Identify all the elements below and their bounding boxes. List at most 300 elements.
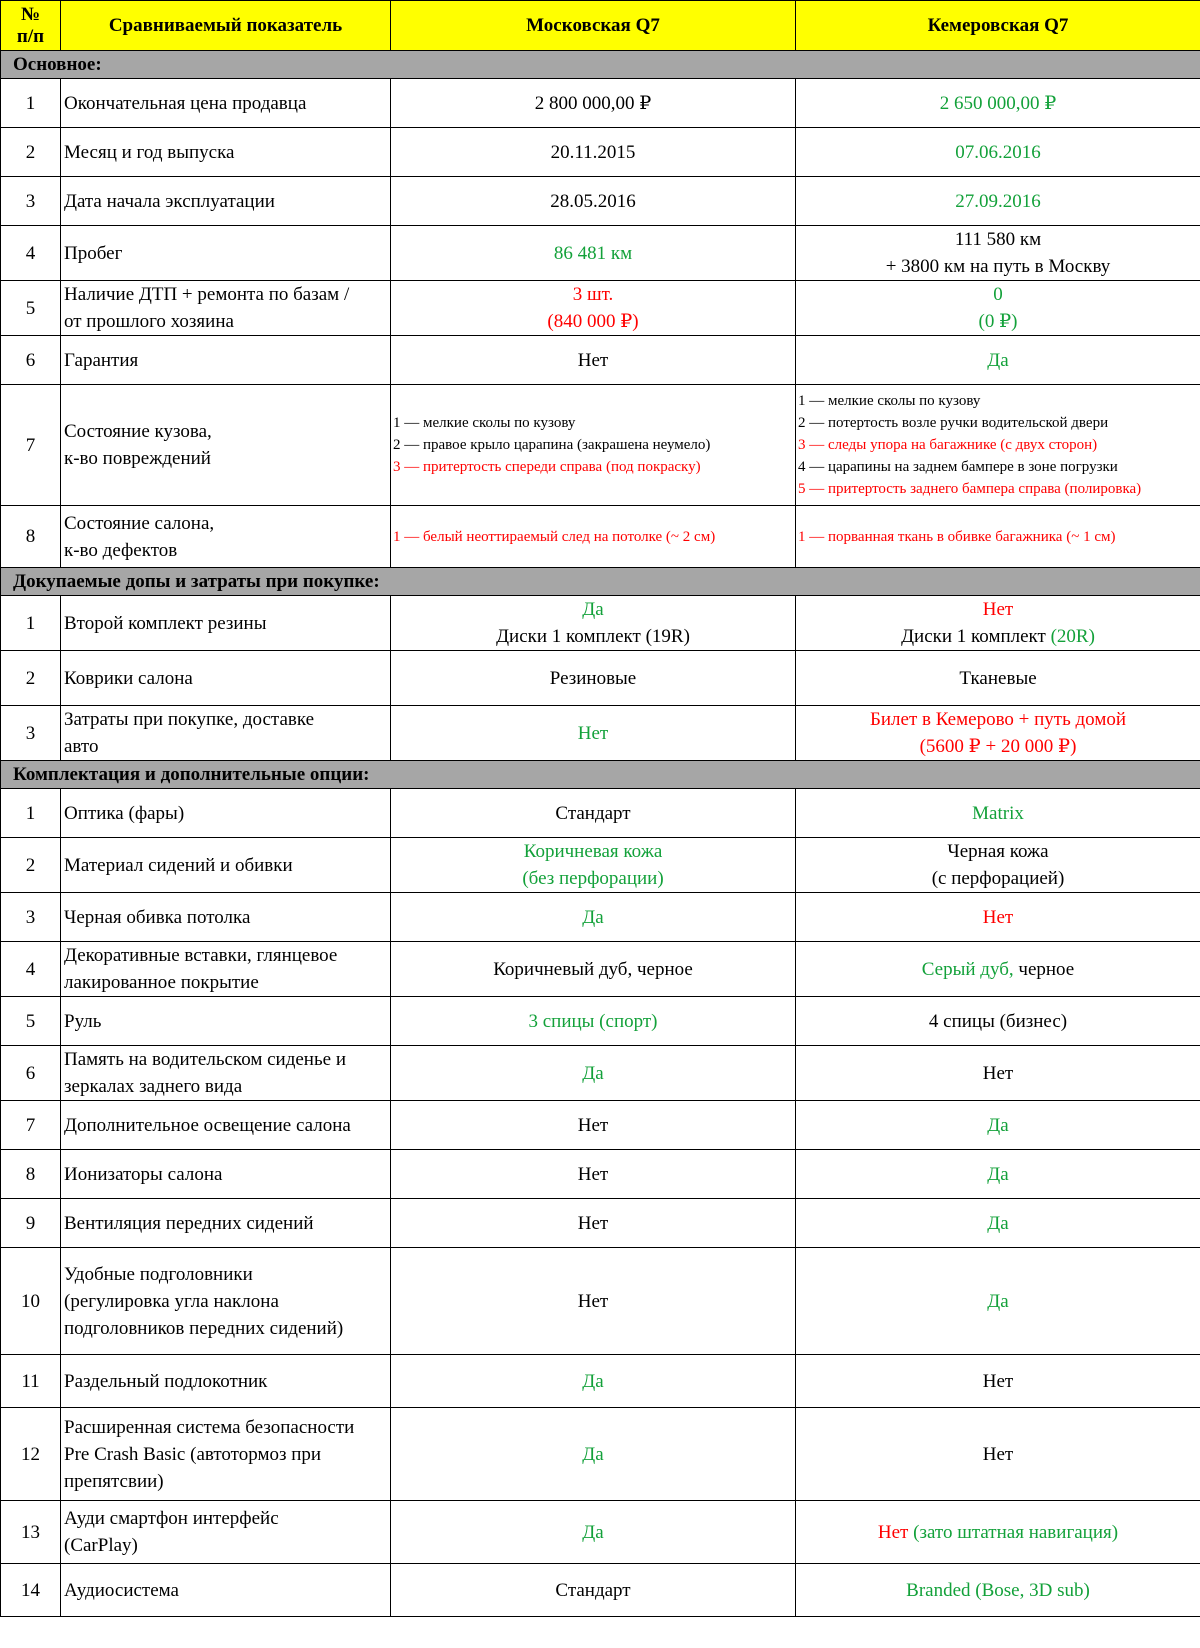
moscow-value-text: Да	[582, 1370, 604, 1392]
table-row	[1, 226, 1200, 281]
kemerovo-value-line	[799, 308, 1197, 335]
table-row	[1, 1501, 1200, 1564]
moscow-value-line	[394, 956, 792, 983]
moscow-value-line	[394, 281, 792, 308]
moscow-value-text: Да	[582, 1443, 604, 1465]
row-number: 5	[1, 281, 61, 336]
moscow-value-line	[394, 1441, 792, 1468]
row-number: 8	[1, 1150, 61, 1199]
row-parameter	[61, 942, 391, 997]
table-row	[1, 1150, 1200, 1199]
moscow-value-line	[394, 904, 792, 931]
kemerovo-value-text: 27.09.2016	[955, 190, 1041, 212]
row-parameter-line: Материал сидений и обивки	[64, 854, 293, 876]
kemerovo-value	[796, 385, 1200, 506]
moscow-value-line	[394, 308, 792, 335]
kemerovo-value-text: Да	[987, 1163, 1009, 1185]
moscow-value-line	[394, 596, 792, 623]
table-row	[1, 385, 1200, 506]
moscow-value-text: (840 000 ₽)	[547, 311, 639, 332]
moscow-value	[391, 596, 796, 651]
row-parameter-line: Оптика (фары)	[64, 802, 185, 824]
row-number: 6	[1, 1046, 61, 1101]
row-parameter-line: авто	[64, 736, 99, 757]
row-number: 3	[1, 706, 61, 761]
row-parameter	[61, 838, 391, 893]
kemerovo-value-text: (0 ₽)	[978, 311, 1018, 332]
moscow-value-line	[394, 1060, 792, 1087]
moscow-value-line	[394, 1519, 792, 1546]
moscow-value	[391, 893, 796, 942]
moscow-value-text: 1 — мелкие сколы по кузову	[393, 415, 576, 431]
table-row	[1, 128, 1200, 177]
kemerovo-value	[796, 1248, 1200, 1355]
kemerovo-value-text: Нет	[982, 1062, 1014, 1084]
kemerovo-value-line	[799, 281, 1197, 308]
table-row	[1, 1248, 1200, 1355]
header-param: Сравниваемый показатель	[61, 1, 391, 51]
row-parameter-line: Затраты при покупке, доставке	[64, 709, 315, 730]
moscow-value-line	[394, 720, 792, 747]
kemerovo-value-line	[798, 390, 1198, 412]
kemerovo-value	[796, 1355, 1200, 1408]
row-number: 2	[1, 838, 61, 893]
table-row	[1, 596, 1200, 651]
row-parameter-line: Дата начала эксплуатации	[64, 190, 275, 212]
moscow-value-line	[393, 456, 793, 478]
kemerovo-value-line	[799, 865, 1197, 892]
table-row	[1, 281, 1200, 336]
table-row	[1, 506, 1200, 568]
kemerovo-value	[796, 596, 1200, 651]
moscow-value	[391, 1408, 796, 1501]
kemerovo-value-line	[799, 596, 1197, 623]
row-number: 1	[1, 79, 61, 128]
row-parameter	[61, 128, 391, 177]
table-row	[1, 997, 1200, 1046]
table-row	[1, 1408, 1200, 1501]
kemerovo-value	[796, 1150, 1200, 1199]
row-parameter	[61, 1248, 391, 1355]
moscow-value	[391, 79, 796, 128]
kemerovo-value	[796, 1564, 1200, 1617]
table-row	[1, 79, 1200, 128]
moscow-value	[391, 1355, 796, 1408]
table-body	[1, 51, 1200, 1617]
moscow-value-text: Нет	[577, 1212, 609, 1234]
row-parameter-line: Состояние кузова,	[64, 421, 212, 442]
row-parameter	[61, 385, 391, 506]
row-parameter-line: Состояние салона,	[64, 512, 215, 534]
kemerovo-value	[796, 281, 1200, 336]
kemerovo-value-line	[799, 904, 1197, 931]
row-number: 7	[1, 1101, 61, 1150]
kemerovo-value-text: Branded (Bose, 3D sub)	[906, 1579, 1090, 1601]
table-row	[1, 177, 1200, 226]
moscow-value	[391, 128, 796, 177]
kemerovo-value-line	[799, 956, 1197, 983]
kemerovo-value	[796, 942, 1200, 997]
moscow-value-text: Коричневая кожа	[523, 841, 663, 862]
row-parameter-line: Удобные подголовники	[64, 1263, 253, 1285]
table-row	[1, 789, 1200, 838]
section-title: Комплектация и дополнительные опции:	[1, 761, 1200, 789]
kemerovo-value-text: Да	[987, 349, 1009, 371]
kemerovo-value-text: 4 спицы (бизнес)	[928, 1010, 1068, 1032]
header-row	[1, 1, 1200, 51]
moscow-value-line	[394, 1577, 792, 1604]
table-row	[1, 1199, 1200, 1248]
moscow-value-text: Нет	[577, 1290, 609, 1312]
row-parameter-line: Наличие ДТП + ремонта по базам /	[64, 284, 350, 305]
kemerovo-value	[796, 506, 1200, 568]
kemerovo-value-line	[799, 90, 1197, 117]
kemerovo-value	[796, 706, 1200, 761]
row-parameter-line: Окончательная цена продавца	[64, 92, 307, 114]
row-parameter	[61, 706, 391, 761]
row-parameter-line: Дополнительное освещение салона	[64, 1114, 351, 1136]
row-parameter	[61, 1046, 391, 1101]
kemerovo-value-text: Нет	[877, 1521, 914, 1543]
moscow-value-text: Да	[582, 1062, 604, 1084]
moscow-value-line	[394, 1008, 792, 1035]
kemerovo-value-text: 1 — порванная ткань в обивке багажника (~ 1 см)	[798, 528, 1116, 545]
kemerovo-value	[796, 1408, 1200, 1501]
row-parameter-line: лакированное покрытие	[64, 972, 259, 993]
row-number: 4	[1, 226, 61, 281]
row-parameter	[61, 789, 391, 838]
kemerovo-value-text: Нет	[982, 906, 1014, 928]
moscow-value-line	[394, 623, 792, 650]
row-number: 7	[1, 385, 61, 506]
kemerovo-value	[796, 997, 1200, 1046]
moscow-value-text: Да	[582, 599, 604, 620]
kemerovo-value-text: Билет в Кемерово + путь домой	[869, 709, 1127, 730]
moscow-value	[391, 1199, 796, 1248]
section-row	[1, 51, 1200, 79]
row-number: 3	[1, 893, 61, 942]
moscow-value-text: Да	[582, 906, 604, 928]
row-number: 3	[1, 177, 61, 226]
kemerovo-value-text: 4 — царапины на заднем бампере в зоне погрузки	[798, 459, 1118, 475]
kemerovo-value	[796, 1199, 1200, 1248]
moscow-value	[391, 1564, 796, 1617]
kemerovo-value-text: 111 580 км	[954, 229, 1042, 250]
moscow-value-line	[394, 865, 792, 892]
moscow-value-line	[394, 347, 792, 374]
kemerovo-value-line	[799, 1060, 1197, 1087]
moscow-value-text: 3 шт.	[572, 284, 614, 305]
kemerovo-value-line	[799, 665, 1197, 692]
kemerovo-value	[796, 128, 1200, 177]
moscow-value	[391, 385, 796, 506]
kemerovo-value-line	[799, 733, 1197, 760]
row-parameter-line: Гарантия	[64, 349, 139, 371]
row-number: 6	[1, 336, 61, 385]
row-parameter-line: Черная обивка потолка	[64, 906, 251, 928]
kemerovo-value-line	[799, 1519, 1197, 1546]
row-parameter	[61, 281, 391, 336]
row-parameter	[61, 651, 391, 706]
moscow-value-line	[393, 434, 793, 456]
moscow-value-line	[394, 800, 792, 827]
kemerovo-value-line	[798, 412, 1198, 434]
kemerovo-value-line	[799, 623, 1197, 650]
moscow-value-line	[394, 1161, 792, 1188]
kemerovo-value-line	[799, 188, 1197, 215]
moscow-value-text: 86 481 км	[553, 242, 633, 264]
kemerovo-value-text: Черная кожа	[947, 841, 1049, 862]
row-parameter	[61, 596, 391, 651]
moscow-value	[391, 942, 796, 997]
row-number: 13	[1, 1501, 61, 1564]
row-number: 12	[1, 1408, 61, 1501]
row-parameter-line: подголовников передних сидений)	[64, 1317, 344, 1339]
kemerovo-value-line	[799, 1210, 1197, 1237]
kemerovo-value	[796, 789, 1200, 838]
kemerovo-value	[796, 336, 1200, 385]
kemerovo-value	[796, 226, 1200, 281]
row-parameter-line: Ауди смартфон интерфейс	[64, 1508, 279, 1529]
kemerovo-value-line	[799, 253, 1197, 280]
kemerovo-value-text: 3 — следы упора на багажнике (с двух сторон)	[798, 437, 1098, 453]
row-parameter	[61, 1150, 391, 1199]
moscow-value-text: Нет	[577, 1114, 609, 1136]
row-parameter	[61, 336, 391, 385]
moscow-value-text: Да	[582, 1521, 604, 1543]
table-row	[1, 706, 1200, 761]
kemerovo-value-text: Да	[987, 1290, 1009, 1312]
moscow-value	[391, 997, 796, 1046]
row-parameter-line: Декоративные вставки, глянцевое	[64, 945, 338, 966]
row-parameter	[61, 79, 391, 128]
moscow-value-line	[394, 838, 792, 865]
kemerovo-value	[796, 651, 1200, 706]
table-row	[1, 942, 1200, 997]
kemerovo-value-line	[799, 838, 1197, 865]
section-row	[1, 761, 1200, 789]
kemerovo-value-line	[799, 226, 1197, 253]
row-parameter-line: зеркалах заднего вида	[64, 1076, 243, 1097]
moscow-value-line	[394, 1210, 792, 1237]
row-number: 5	[1, 997, 61, 1046]
moscow-value-line	[394, 90, 792, 117]
moscow-value-text: Коричневый дуб, черное	[493, 958, 693, 980]
row-number: 8	[1, 506, 61, 568]
row-number: 2	[1, 128, 61, 177]
kemerovo-value-text: Matrix	[972, 802, 1024, 824]
row-number: 4	[1, 942, 61, 997]
moscow-value	[391, 281, 796, 336]
kemerovo-value-line	[799, 1368, 1197, 1395]
moscow-value-line	[394, 1288, 792, 1315]
row-parameter	[61, 997, 391, 1046]
kemerovo-value-text: Нет	[982, 1370, 1014, 1392]
kemerovo-value-text: 2 650 000,00 ₽	[939, 92, 1057, 114]
section-title: Основное:	[1, 51, 1200, 79]
row-parameter	[61, 1501, 391, 1564]
kemerovo-value-line	[799, 139, 1197, 166]
row-parameter	[61, 1564, 391, 1617]
row-parameter-line: Память на водительском сиденье и	[64, 1049, 346, 1070]
table-row	[1, 651, 1200, 706]
header-num: № п/п	[1, 1, 61, 51]
row-parameter-line: Вентиляция передних сидений	[64, 1212, 314, 1234]
moscow-value-text: Нет	[577, 1163, 609, 1185]
moscow-value-line	[393, 412, 793, 434]
kemerovo-value-text: Нет	[982, 1443, 1014, 1465]
moscow-value-line	[394, 139, 792, 166]
row-parameter-line: Pre Crash Basic (автотормоз при	[64, 1443, 322, 1465]
kemerovo-value	[796, 79, 1200, 128]
moscow-value-line	[394, 665, 792, 692]
row-parameter-line: Коврики салона	[64, 667, 193, 689]
kemerovo-value-text: Да	[987, 1114, 1009, 1136]
kemerovo-value-text: (с перфорацией)	[931, 868, 1065, 889]
moscow-value-text: 2 — правое крыло царапина (закрашена неумело)	[393, 437, 711, 453]
moscow-value-text: Стандарт	[555, 1579, 631, 1601]
row-parameter-line: Руль	[64, 1010, 102, 1032]
moscow-value-text: (без перфорации)	[522, 868, 664, 889]
moscow-value-line	[394, 1112, 792, 1139]
moscow-value-text: Стандарт	[555, 802, 631, 824]
moscow-value-text: 28.05.2016	[550, 190, 636, 212]
section-title: Докупаемые допы и затраты при покупке:	[1, 568, 1200, 596]
moscow-value	[391, 706, 796, 761]
row-parameter-line: препятсвии)	[64, 1470, 164, 1492]
moscow-value	[391, 1501, 796, 1564]
kemerovo-value-text: 0	[993, 284, 1003, 305]
kemerovo-value-line	[799, 347, 1197, 374]
table-row	[1, 1046, 1200, 1101]
moscow-value-text: Нет	[577, 349, 609, 371]
kemerovo-value-line	[798, 434, 1198, 456]
kemerovo-value-line	[799, 1161, 1197, 1188]
row-number: 11	[1, 1355, 61, 1408]
moscow-value	[391, 789, 796, 838]
moscow-value-line	[394, 188, 792, 215]
kemerovo-value	[796, 177, 1200, 226]
row-parameter-line: к-во дефектов	[64, 539, 178, 561]
row-parameter-line: Аудиосистема	[64, 1579, 179, 1601]
table-row	[1, 1355, 1200, 1408]
kemerovo-value-text: 1 — мелкие сколы по кузову	[798, 393, 981, 409]
moscow-value	[391, 336, 796, 385]
row-parameter	[61, 226, 391, 281]
kemerovo-value	[796, 838, 1200, 893]
row-parameter-line: Месяц и год выпуска	[64, 141, 235, 163]
kemerovo-value-line	[799, 1288, 1197, 1315]
row-parameter-line: Пробег	[64, 242, 123, 264]
kemerovo-value-text: 07.06.2016	[955, 141, 1041, 163]
table-row	[1, 838, 1200, 893]
table-row	[1, 1564, 1200, 1617]
kemerovo-value	[796, 1046, 1200, 1101]
kemerovo-value-line	[798, 456, 1198, 478]
kemerovo-value	[796, 893, 1200, 942]
kemerovo-value-line	[799, 1112, 1197, 1139]
row-parameter-line: от прошлого хозяина	[64, 311, 234, 332]
moscow-value-text: 20.11.2015	[550, 141, 636, 163]
kemerovo-value-text: (зато штатная навигация)	[913, 1521, 1119, 1543]
moscow-value	[391, 1150, 796, 1199]
kemerovo-value-text: + 3800 км на путь в Москву	[885, 256, 1111, 277]
moscow-value-line	[394, 1368, 792, 1395]
moscow-value	[391, 177, 796, 226]
kemerovo-value	[796, 1501, 1200, 1564]
kemerovo-value-text: 5 — притертость заднего бампера справа (полировка)	[798, 481, 1142, 497]
moscow-value-line	[393, 526, 793, 548]
row-parameter	[61, 893, 391, 942]
moscow-value-text: 2 800 000,00 ₽	[534, 92, 652, 114]
row-parameter-line: к-во повреждений	[64, 448, 211, 469]
row-parameter-line: Ионизаторы салона	[64, 1163, 223, 1185]
moscow-value	[391, 651, 796, 706]
moscow-value-line	[394, 240, 792, 267]
row-parameter-line: (регулировка угла наклона	[64, 1290, 279, 1312]
moscow-value-text: 3 спицы (спорт)	[528, 1010, 658, 1032]
header-kemerovo: Кемеровская Q7	[796, 1, 1200, 51]
kemerovo-value-text: Нет	[982, 599, 1014, 620]
moscow-value-text: Резиновые	[549, 667, 637, 689]
row-number: 10	[1, 1248, 61, 1355]
row-parameter-line: (CarPlay)	[64, 1535, 138, 1556]
kemerovo-value-text: Тканевые	[959, 667, 1037, 689]
kemerovo-value-line	[798, 478, 1198, 500]
row-parameter	[61, 1408, 391, 1501]
row-parameter	[61, 1101, 391, 1150]
kemerovo-value-text: Да	[987, 1212, 1009, 1234]
kemerovo-value-line	[799, 1008, 1197, 1035]
kemerovo-value-text: Диски 1 комплект	[901, 626, 1051, 647]
moscow-value	[391, 226, 796, 281]
kemerovo-value-text: (5600 ₽ + 20 000 ₽)	[919, 736, 1077, 757]
row-parameter-line: Раздельный подлокотник	[64, 1370, 268, 1392]
kemerovo-value-line	[799, 1577, 1197, 1604]
row-parameter	[61, 1199, 391, 1248]
kemerovo-value-line	[799, 800, 1197, 827]
moscow-value	[391, 1046, 796, 1101]
table-row	[1, 1101, 1200, 1150]
kemerovo-value-text: 2 — потертость возле ручки водительской двери	[798, 415, 1109, 431]
moscow-value	[391, 1248, 796, 1355]
kemerovo-value-line	[798, 526, 1198, 548]
row-number: 1	[1, 596, 61, 651]
table-row	[1, 336, 1200, 385]
kemerovo-value-text: черное	[1018, 958, 1075, 980]
header-moscow: Московская Q7	[391, 1, 796, 51]
kemerovo-value	[796, 1101, 1200, 1150]
moscow-value-text: 3 — притертость спереди справа (под покраску)	[393, 459, 701, 475]
moscow-value-text: Нет	[577, 722, 609, 744]
row-number: 9	[1, 1199, 61, 1248]
row-parameter-line: Второй комплект резины	[64, 612, 267, 634]
kemerovo-value-line	[799, 1441, 1197, 1468]
row-number: 14	[1, 1564, 61, 1617]
moscow-value	[391, 506, 796, 568]
row-parameter	[61, 506, 391, 568]
moscow-value-text: Диски 1 комплект (19R)	[496, 626, 690, 647]
kemerovo-value-text: (20R)	[1050, 626, 1095, 647]
moscow-value	[391, 838, 796, 893]
row-number: 1	[1, 789, 61, 838]
kemerovo-value-text: Серый дуб,	[921, 958, 1019, 980]
section-row	[1, 568, 1200, 596]
kemerovo-value-line	[799, 706, 1197, 733]
moscow-value-text: 1 — белый неоттираемый след на потолке (~ 2 см)	[393, 528, 716, 545]
row-number: 2	[1, 651, 61, 706]
row-parameter	[61, 1355, 391, 1408]
